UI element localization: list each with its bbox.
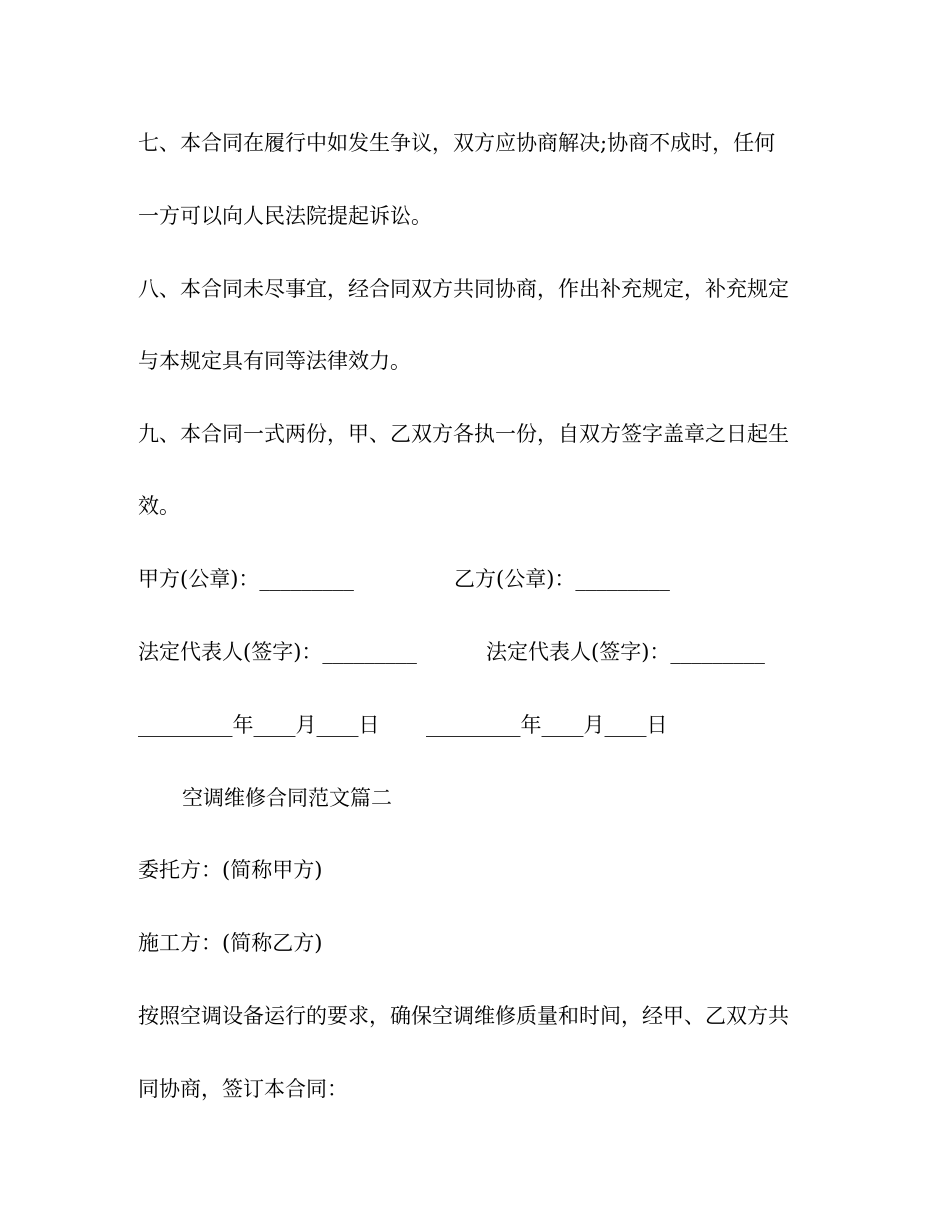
clause-8-line-2: 与本规定具有同等法律效力。 [138, 349, 411, 373]
clause-9-line-1: 九、本合同一式两份，甲、乙双方各执一份，自双方签字盖章之日起生 [138, 422, 789, 446]
party-a-date: _________年____月____日 [138, 713, 380, 737]
party-b-representative: 法定代表人(签字)：_________ [486, 640, 765, 664]
client-party: 委托方：(简称甲方) [138, 858, 323, 882]
party-b-date: _________年____月____日 [426, 713, 668, 737]
clause-9-line-2: 效。 [138, 494, 180, 518]
contractor-party: 施工方：(简称乙方) [138, 931, 323, 955]
intro-line-1: 按照空调设备运行的要求，确保空调维修质量和时间，经甲、乙双方共 [138, 1004, 789, 1028]
clause-7-line-2: 一方可以向人民法院提起诉讼。 [138, 204, 432, 228]
party-a-representative: 法定代表人(签字)：_________ [138, 640, 417, 664]
party-b-seal: 乙方(公章)：_________ [454, 567, 670, 591]
clause-8-line-1: 八、本合同未尽事宜，经合同双方共同协商，作出补充规定，补充规定 [138, 277, 789, 301]
party-a-seal: 甲方(公章)：_________ [138, 567, 354, 591]
intro-line-2: 同协商，签订本合同： [138, 1077, 348, 1101]
clause-7-line-1: 七、本合同在履行中如发生争议，双方应协商解决;协商不成时，任何 [138, 131, 776, 155]
section-2-title: 空调维修合同范文篇二 [182, 786, 392, 810]
